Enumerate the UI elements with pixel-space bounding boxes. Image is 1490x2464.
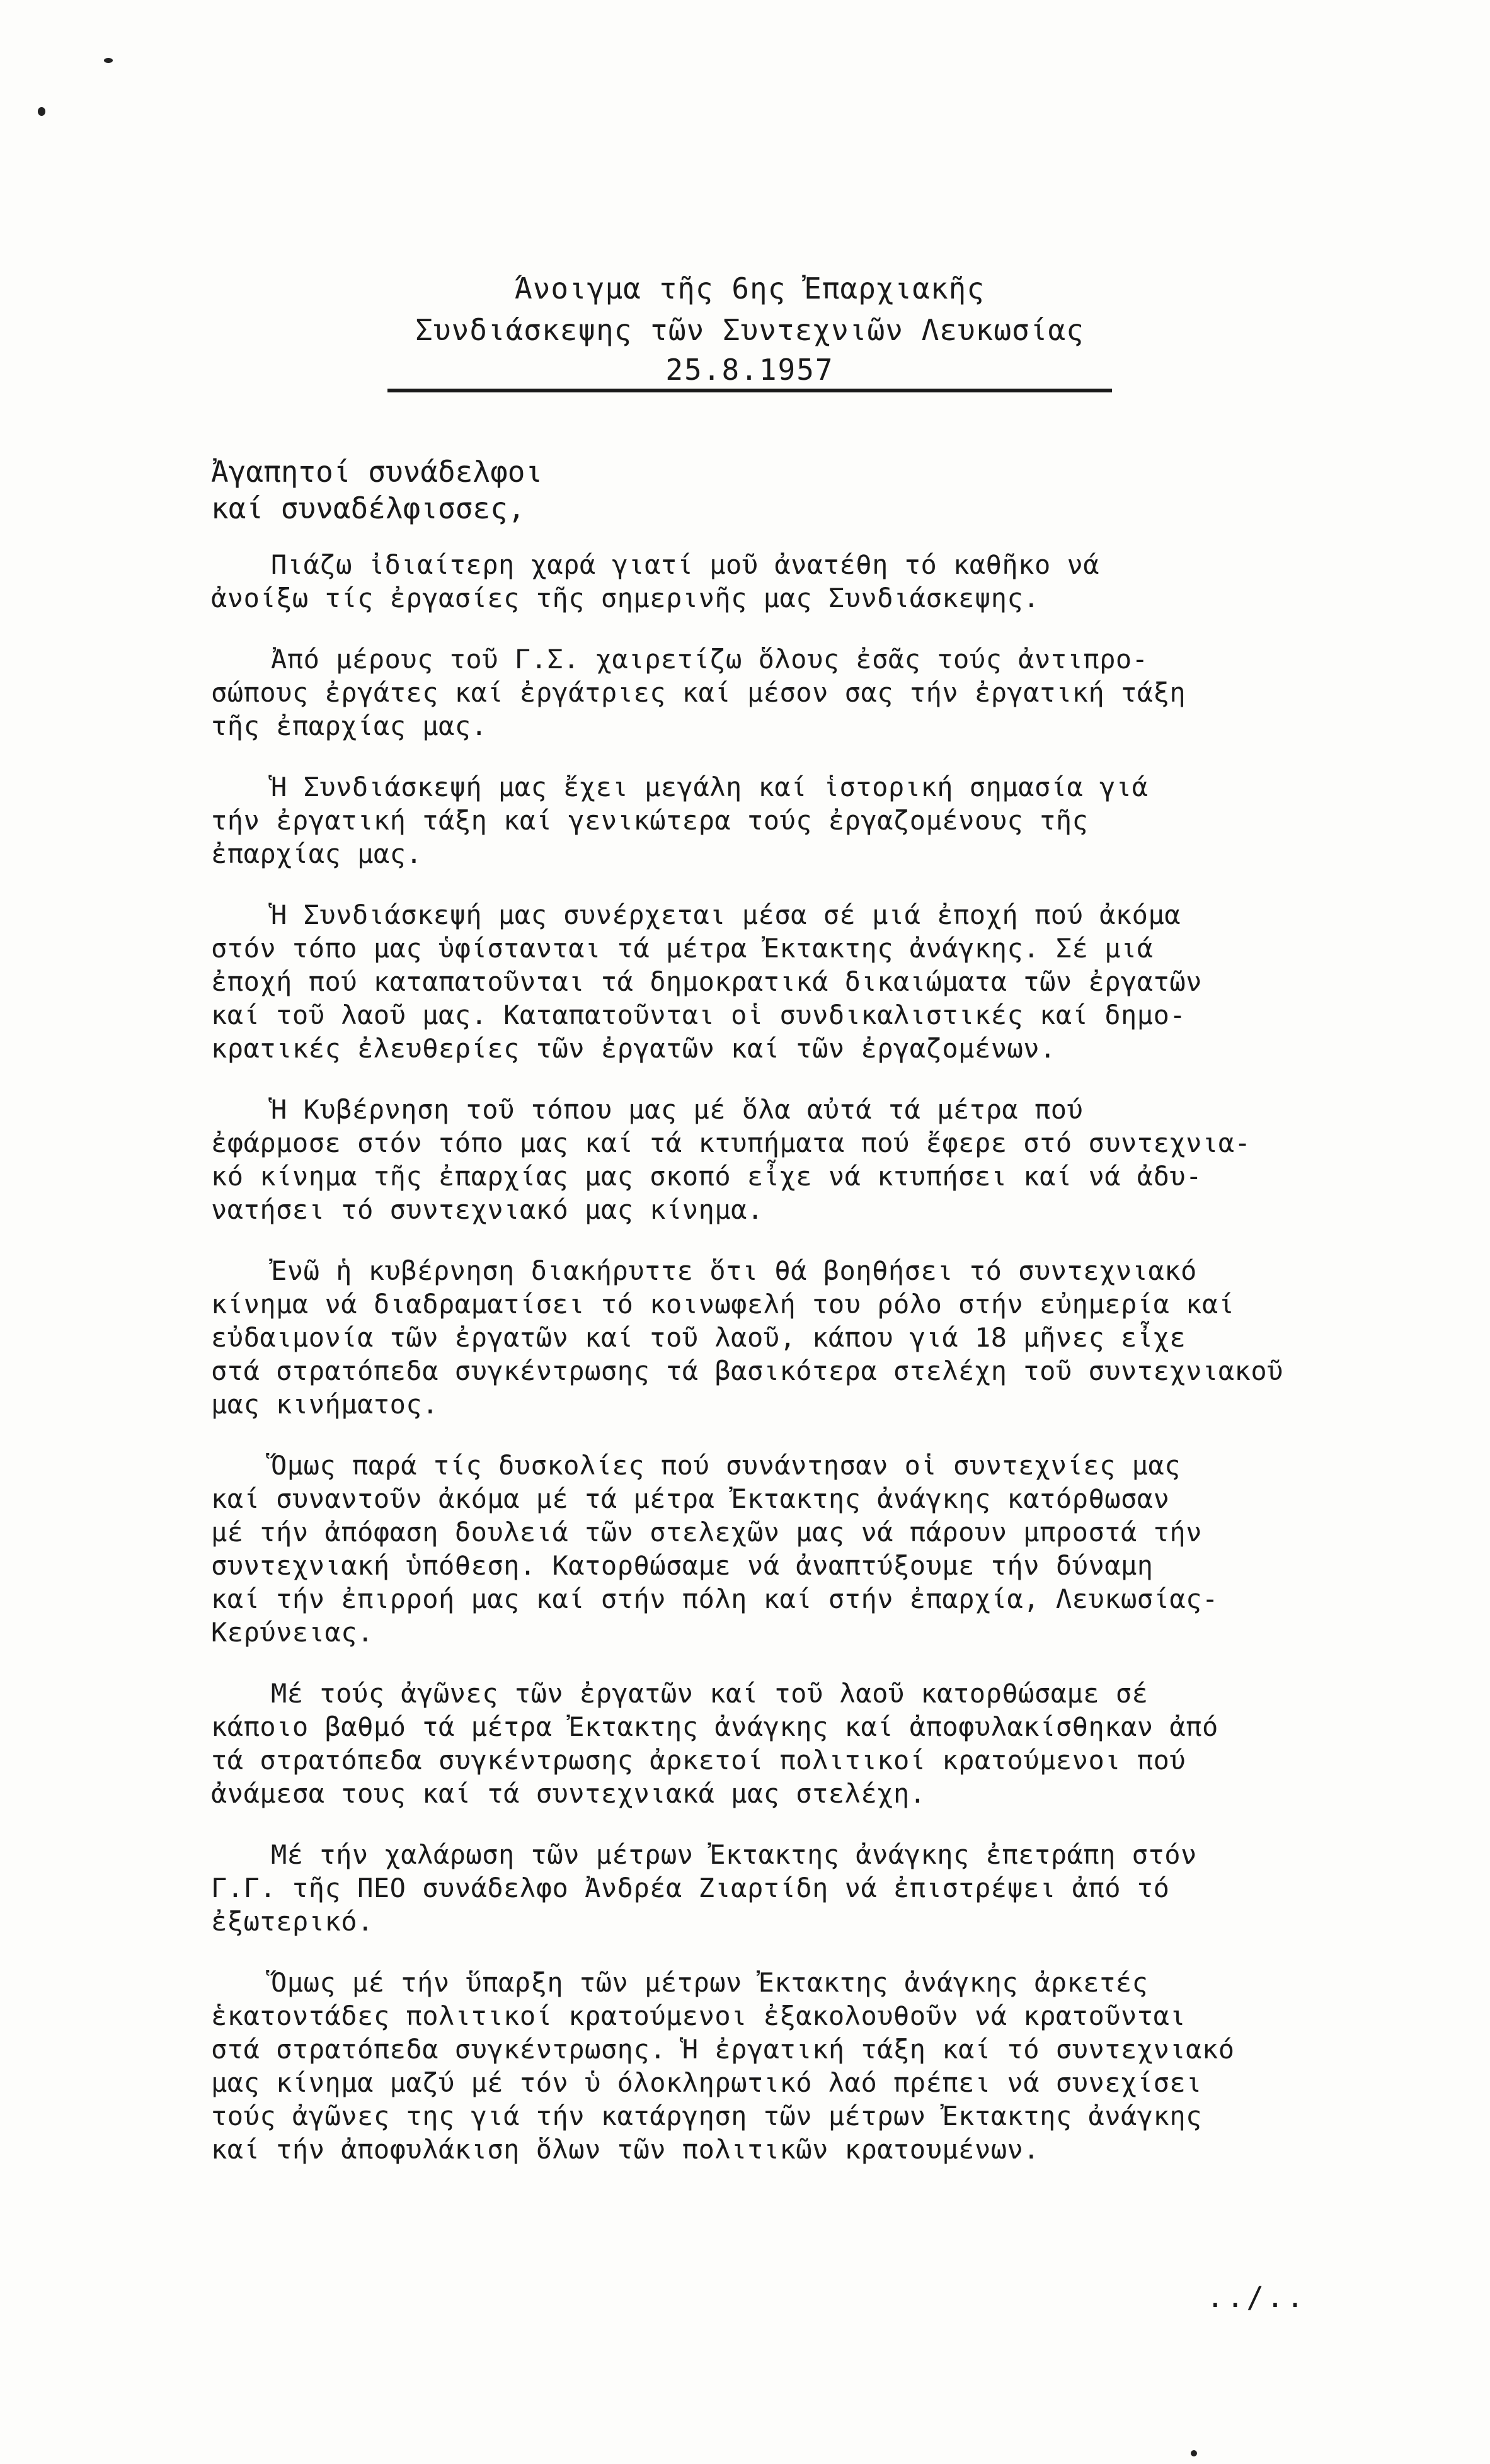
- paragraph: [211, 770, 1465, 870]
- paragraph-line: Κερύνειας.: [211, 1617, 374, 1648]
- paragraph-line: Ἐνῶ ἡ κυβέρνηση διακήρυττε ὅτι θά βοηθήσει τό συντεχνιακό: [271, 1255, 1197, 1286]
- paragraph-line: κό κίνημα τῆς ἐπαρχίας μας σκοπό εἶχε νά κτυπήσει καί νά ἀδυ-: [211, 1161, 1202, 1192]
- paragraph: [211, 1677, 1465, 1810]
- document-header: [378, 268, 1121, 392]
- paragraph-line: ἐπαρχίας μας.: [211, 838, 423, 869]
- paragraph: [211, 548, 1465, 615]
- paragraph-line: σώπους ἐργάτες καί ἐργάτριες καί μέσον σας τήν ἐργατική τάξη: [211, 677, 1186, 708]
- paragraph-line: ἀνοίξω τίς ἐργασίες τῆς σημερινῆς μας Συνδιάσκεψης.: [211, 583, 1040, 613]
- salutation-line-1: Ἀγαπητοί συνάδελφοι: [211, 455, 543, 489]
- scan-speck: [104, 58, 113, 63]
- document-body: [211, 453, 1465, 2194]
- paragraph: [211, 642, 1465, 743]
- paragraph-line: Μέ τήν χαλάρωση τῶν μέτρων Ἐκτακτης ἀνάγκης ἐπετράπη στόν: [271, 1839, 1197, 1870]
- paragraph-line: μέ τήν ἀπόφαση δουλειά τῶν στελεχῶν μας νά πάρουν μπροστά τήν: [211, 1517, 1202, 1548]
- paragraph-line: Ὅμως μέ τήν ὕπαρξη τῶν μέτρων Ἐκτακτης ἀνάγκης ἀρκετές: [271, 1967, 1149, 1998]
- scan-speck: [1191, 2450, 1197, 2456]
- paragraph-line: συντεχνιακή ὑπόθεση. Κατορθώσαμε νά ἀναπτύξουμε τήν δύναμη: [211, 1550, 1154, 1581]
- paragraph-line: Ἡ Κυβέρνηση τοῦ τόπου μας μέ ὅλα αὐτά τά μέτρα πού: [271, 1094, 1084, 1125]
- paragraph-line: Ἡ Συνδιάσκεψή μας ἔχει μεγάλη καί ἱστορική σημασία γιά: [271, 772, 1149, 802]
- header-underline: [387, 389, 1112, 392]
- paragraph-line: εὐδαιμονία τῶν ἐργατῶν καί τοῦ λαοῦ, κάπου γιά 18 μῆνες εἶχε: [211, 1322, 1186, 1353]
- paragraph-line: ἐξωτερικό.: [211, 1906, 374, 1937]
- paragraph: [211, 1254, 1465, 1421]
- paragraph-line: τά στρατόπεδα συγκέντρωσης ἀρκετοί πολιτικοί κρατούμενοι πού: [211, 1745, 1186, 1776]
- paragraph-line: κάποιο βαθμό τά μέτρα Ἐκτακτης ἀνάγκης καί ἀποφυλακίσθηκαν ἀπό: [211, 1711, 1218, 1742]
- paragraph-line: Ἡ Συνδιάσκεψή μας συνέρχεται μέσα σέ μιά ἐποχή πού ἀκόμα: [271, 899, 1181, 930]
- paragraph-line: ἐφάρμοσε στόν τόπο μας καί τά κτυπήματα πού ἔφερε στό συντεχνια-: [211, 1127, 1251, 1158]
- paragraph: [211, 1966, 1465, 2166]
- paragraph-line: ἐποχή πού καταπατοῦνται τά δημοκρατικά δικαιώματα τῶν ἐργατῶν: [211, 966, 1202, 997]
- scan-speck: [38, 107, 45, 116]
- paragraph-line: καί τήν ἐπιρροή μας καί στήν πόλη καί στήν ἐπαρχία, Λευκωσίας-: [211, 1583, 1218, 1614]
- salutation: [211, 453, 1465, 527]
- paragraph-line: καί συναντοῦν ἀκόμα μέ τά μέτρα Ἐκτακτης ἀνάγκης κατόρθωσαν: [211, 1483, 1170, 1514]
- paragraph-line: τήν ἐργατική τάξη καί γενικώτερα τούς ἐργαζομένους τῆς: [211, 805, 1089, 836]
- paragraph-line: κρατικές ἐλευθερίες τῶν ἐργατῶν καί τῶν ἐργαζομένων.: [211, 1033, 1056, 1064]
- paragraph-line: νατήσει τό συντεχνιακό μας κίνημα.: [211, 1194, 764, 1225]
- salutation-line-2: καί συναδέλφισσες,: [211, 491, 525, 525]
- paragraph: [211, 1449, 1465, 1649]
- paragraph-line: ἑκατοντάδες πολιτικοί κρατούμενοι ἐξακολουθοῦν νά κρατοῦνται: [211, 2000, 1186, 2031]
- paragraph-line: Μέ τούς ἀγῶνες τῶν ἐργατῶν καί τοῦ λαοῦ κατορθώσαμε σέ: [271, 1678, 1149, 1709]
- paragraph-line: Ἀπό μέρους τοῦ Γ.Σ. χαιρετίζω ὅλους ἐσᾶς τούς ἀντιπρο-: [271, 644, 1149, 675]
- paragraph-line: ἀνάμεσα τους καί τά συντεχνιακά μας στελέχη.: [211, 1778, 926, 1809]
- paragraph-line: κίνημα νά διαδραματίσει τό κοινωφελή του ρόλο στήν εὐημερία καί: [211, 1289, 1235, 1320]
- paragraph-line: μας κίνημα μαζύ μέ τόν ὑ όλοκληρωτικό λαό πρέπει νά συνεχίσει: [211, 2067, 1202, 2098]
- paragraph-list: [211, 548, 1465, 2166]
- header-date: 25.8.1957: [665, 353, 834, 387]
- paragraph-line: τούς ἀγῶνες της γιά τήν κατάργηση τῶν μέτρων Ἐκτακτης ἀνάγκης: [211, 2101, 1202, 2131]
- paragraph: [211, 898, 1465, 1065]
- paragraph-line: Πιάζω ἰδιαίτερη χαρά γιατί μοῦ ἀνατέθη τό καθῆκο νά: [271, 549, 1100, 580]
- paragraph-line: μας κινήματος.: [211, 1389, 439, 1420]
- paragraph: [211, 1838, 1465, 1938]
- continuation-mark: ../..: [1206, 2280, 1307, 2314]
- paragraph-line: τῆς ἐπαρχίας μας.: [211, 710, 488, 741]
- header-title-line-1: Άνοιγμα τῆς 6ης Ἐπαρχιακῆς: [514, 271, 985, 305]
- paragraph-line: στά στρατόπεδα συγκέντρωσης. Ἡ ἐργατική τάξη καί τό συντεχνιακό: [211, 2034, 1235, 2065]
- paragraph-line: καί τοῦ λαοῦ μας. Καταπατοῦνται οἱ συνδικαλιστικές καί δημο-: [211, 1000, 1186, 1030]
- paragraph-line: στά στρατόπεδα συγκέντρωσης τά βασικότερα στελέχη τοῦ συντεχνιακοῦ: [211, 1355, 1283, 1386]
- paragraph-line: Γ.Γ. τῆς ΠΕΟ συνάδελφο Ἀνδρέα Ζιαρτίδη νά ἐπιστρέψει ἀπό τό: [211, 1873, 1170, 1903]
- paragraph-line: στόν τόπο μας ὑφίστανται τά μέτρα Ἐκτακτης ἀνάγκης. Σέ μιά: [211, 933, 1154, 964]
- paragraph-line: καί τήν ἀποφυλάκιση ὅλων τῶν πολιτικῶν κρατουμένων.: [211, 2134, 1040, 2165]
- header-title-line-2: Συνδιάσκεψης τῶν Συντεχνιῶν Λευκωσίας: [415, 313, 1084, 347]
- paragraph-line: Ὅμως παρά τίς δυσκολίες πού συνάντησαν οἱ συντεχνίες μας: [271, 1450, 1181, 1481]
- paragraph: [211, 1093, 1465, 1226]
